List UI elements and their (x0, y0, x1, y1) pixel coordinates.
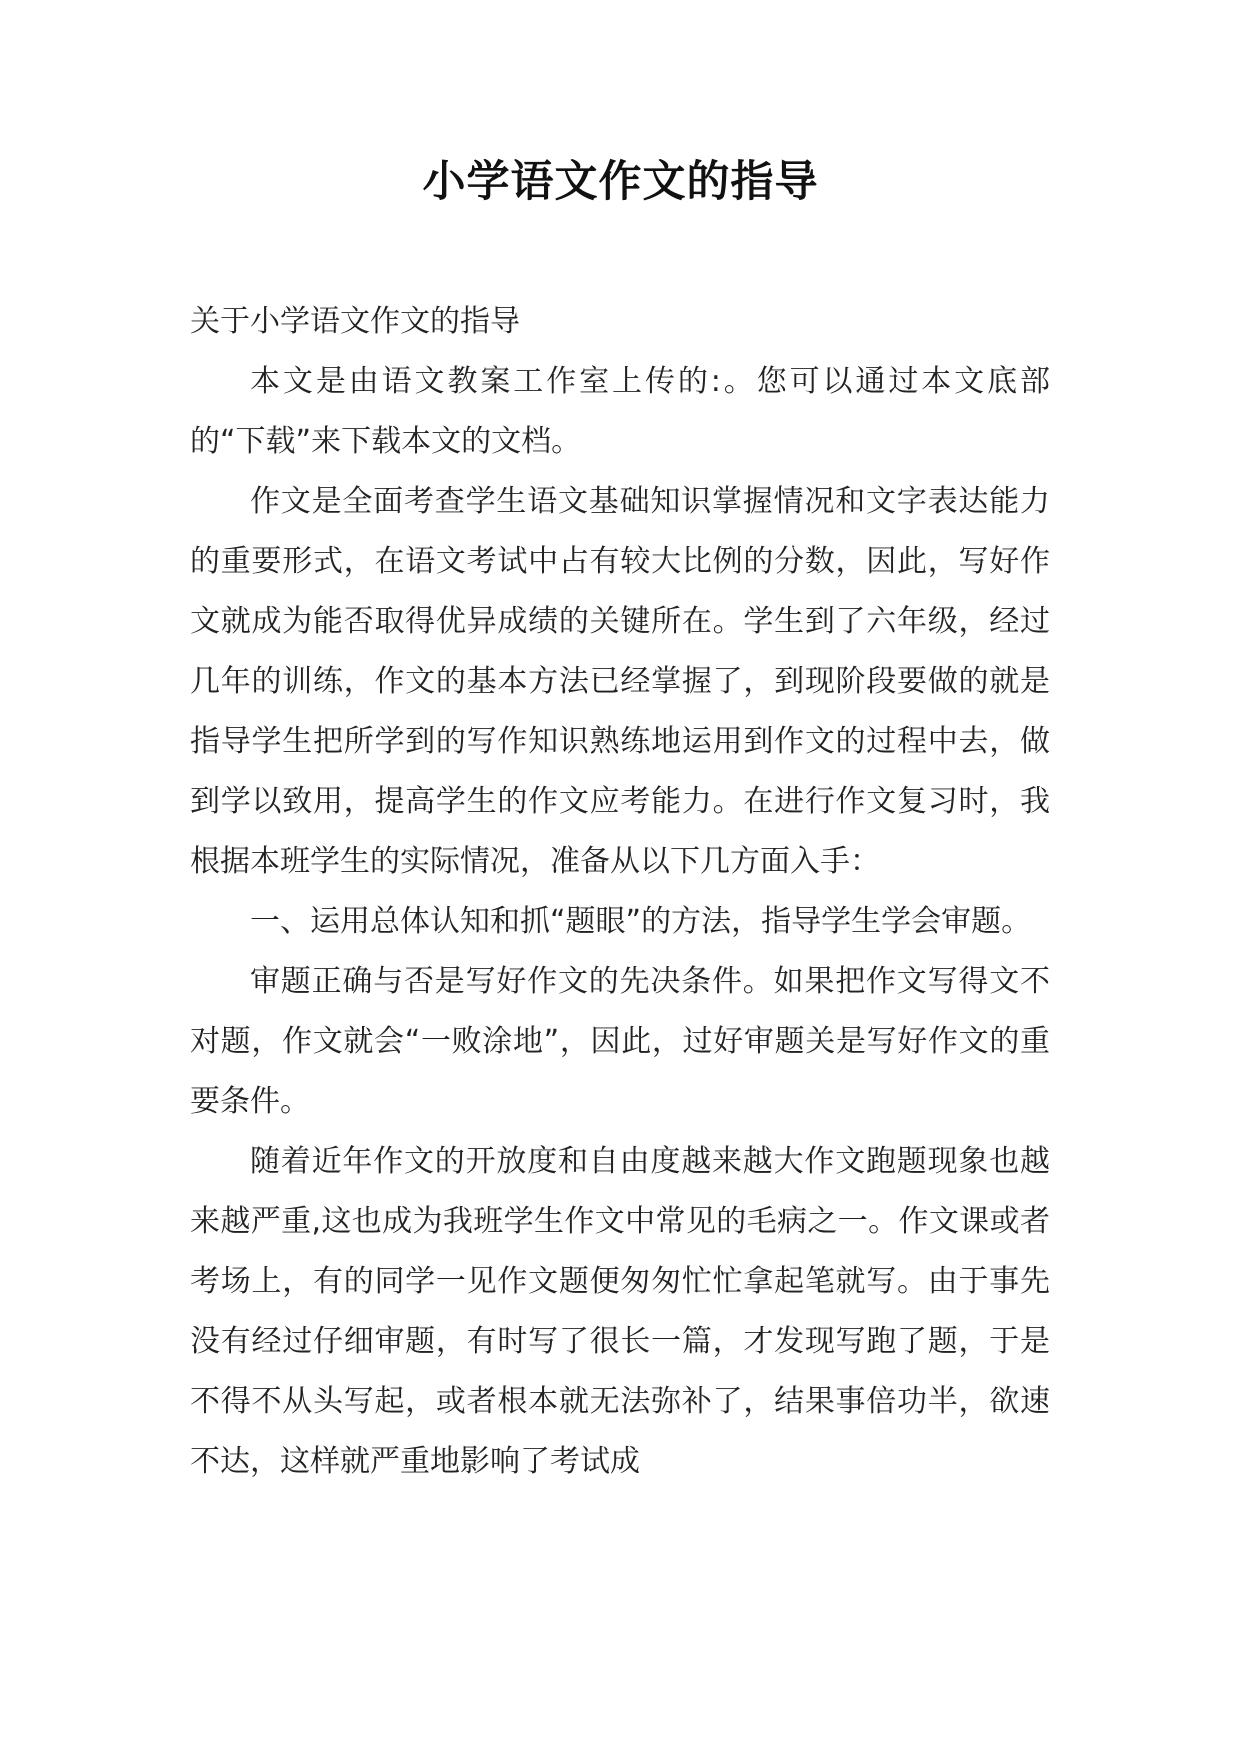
paragraph: 审题正确与否是写好作文的先决条件。如果把作文写得文不对题，作文就会“一败涂地”，因此，过好审题关是写好作文的重要条件。 (190, 964, 1050, 1119)
paragraph-subtitle: 关于小学语文作文的指导 (190, 304, 520, 339)
paragraph-heading: 一、运用总体认知和抓“题眼”的方法，指导学生学会审题。 (250, 904, 1032, 939)
paragraph: 随着近年作文的开放度和自由度越来越大作文跑题现象也越来越严重,这也成为我班学生作文中常见的毛病之一。作文课或者考场上，有的同学一见作文题便匆匆忙忙拿起笔就写。由于事先没有经过仔细审题，有时写了很长一篇，才发现写跑了题，于是不得不从头写起，或者根本就无法弥补了，结果事倍功半，欲速不达，这样就严重地影响了考试成 (190, 1144, 1050, 1479)
document-body (190, 292, 1050, 1492)
paragraph: 作文是全面考查学生语文基础知识掌握情况和文字表达能力的重要形式，在语文考试中占有较大比例的分数，因此，写好作文就成为能否取得优异成绩的关键所在。学生到了六年级，经过几年的训练，作文的基本方法已经掌握了，到现阶段要做的就是指导学生把所学到的写作知识熟练地运用到作文的过程中去，做到学以致用，提高学生的作文应考能力。在进行作文复习时，我根据本班学生的实际情况，准备从以下几方面入手： (190, 484, 1050, 879)
document-title: 小学语文作文的指导 (422, 157, 819, 207)
paragraph: 本文是由语文教案工作室上传的:。您可以通过本文底部的“下载”来下载本文的文档。 (190, 364, 1050, 459)
